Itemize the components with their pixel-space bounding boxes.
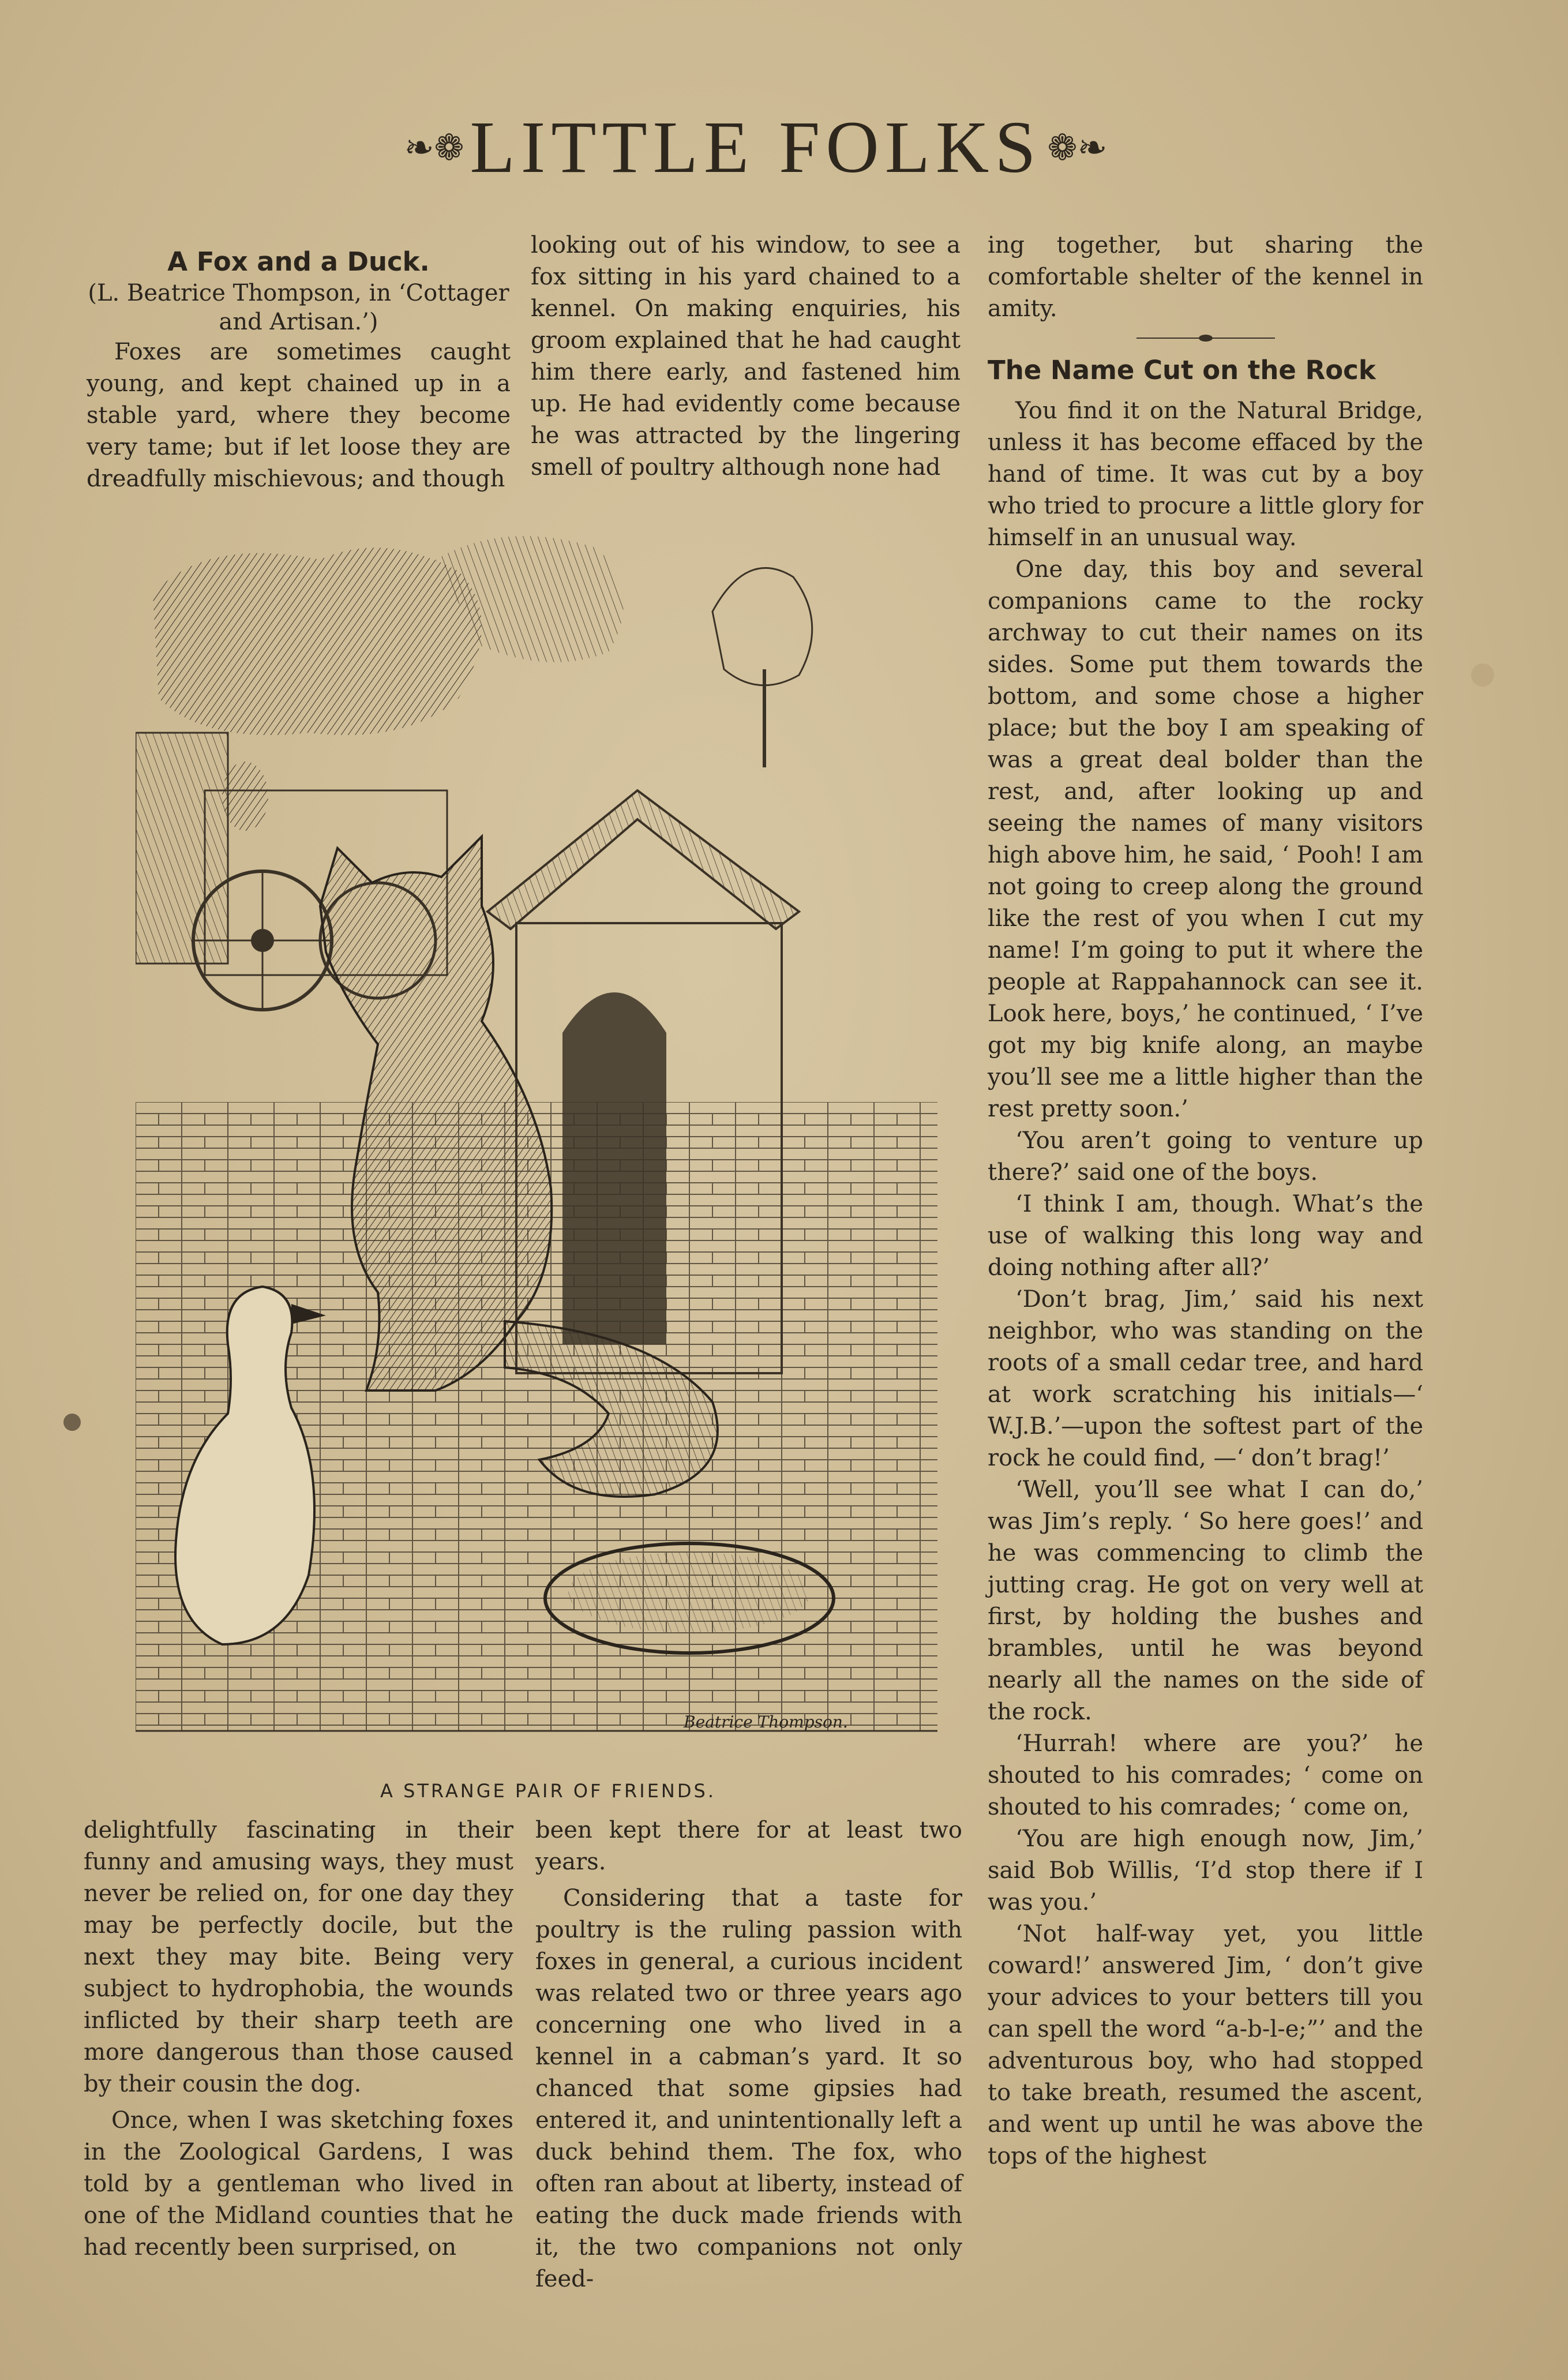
- illustration-fox-duck: [136, 525, 937, 1751]
- column-2-top: [531, 230, 961, 484]
- article-title-fox-duck: A Fox and a Duck.: [167, 246, 430, 277]
- paper-stain: [63, 1414, 81, 1431]
- paragraph: ‘I think I am, though. What’s the use of walking this long way and doing nothing after all?’: [988, 1191, 1423, 1281]
- tree-foliage: [153, 548, 482, 735]
- column-2-bottom: [535, 1815, 962, 2295]
- wall: [136, 733, 228, 964]
- paragraph: Foxes are sometimes caught young, and kept chained up in a stable yard, where they become very tame; but if let loose they are dreadfully mischievous; and though: [87, 339, 511, 492]
- masthead: [323, 106, 1188, 188]
- paragraph: ‘You are high enough now, Jim,’ said Bob Willis, ‘I’d stop there if I was you.’: [988, 1826, 1423, 1916]
- tree-small: [712, 568, 812, 685]
- article-credit-line: (L. Beatrice Thompson, in ‘Cottager: [88, 280, 509, 306]
- paragraph: ‘Well, you’ll see what I can do,’ was Jim’s reply. ‘ So here goes!’ and he was commencing to climb the jutting crag. He got on very well at first, by holding the bushes and brambles, until he was beyond nearly all the names on the side of the rock.: [988, 1476, 1423, 1725]
- paragraph: One day, this boy and several companions came to the rocky archway to cut their names on its sides. Some put them towards the bottom, and some chose a higher place; but the boy I am speaking of was a great deal bolder than the rest, and, after looking up and seeing the names of many visitors high above him, he said, ‘ Pooh! I am not going to creep along the ground like the rest of you when I cut my name! I’m going to put it where the people at Rappahannock can see it. Look here, boys,’ he continued, ‘ I’ve got my big knife along, an maybe you’ll see me a little higher than the rest pretty soon.’: [988, 556, 1423, 1122]
- column-1-top: [87, 245, 511, 495]
- paper-stain: [1471, 664, 1494, 687]
- engraving: [136, 525, 937, 1751]
- paragraph: ‘You aren’t going to venture up there?’ said one of the boys.: [988, 1127, 1423, 1186]
- illustration-caption: A STRANGE PAIR OF FRIENDS.: [380, 1780, 716, 1802]
- paragraph: You find it on the Natural Bridge, unless it has become effaced by the hand of time. It was cut by a boy who tried to procure a little glory for himself in an unusual way.: [988, 398, 1423, 551]
- ornament-right: ❁❧: [1047, 126, 1108, 168]
- paragraph: ing together, but sharing the comfortable shelter of the kennel in amity.: [988, 232, 1423, 322]
- column-3: [988, 230, 1423, 2172]
- paragraph: looking out of his window, to see a fox sitting in his yard chained to a kennel. On making enquiries, his groom explained that he had caught him there early, and fastened him up. He had evidently come because he was attracted by the lingering smell of poultry although none had: [531, 232, 961, 481]
- ornament-left: ❧❁: [404, 126, 464, 168]
- section-divider: [1136, 338, 1275, 339]
- article-credit-line: and Artisan.’): [219, 309, 378, 335]
- paragraph: Once, when I was sketching foxes in the Zoological Gardens, I was told by a gentleman who lived in one of the Midland counties that he had recently been surprised, on: [84, 2107, 513, 2261]
- illustrator-signature: Beatrice Thompson.: [684, 1712, 848, 1731]
- page-title: LITTLE FOLKS: [470, 106, 1042, 188]
- paragraph: ‘Don’t brag, Jim,’ said his next neighbor, who was standing on the roots of a small cedar tree, and hard at work scratching his initials—‘ W.J.B.’—upon the softest part of the rock he could find, —‘ don’t brag!’: [988, 1286, 1423, 1471]
- paragraph: Considering that a taste for poultry is the ruling passion with foxes in general, a curious incident was related two or three years ago concerning one who lived in a kennel in a cabman’s yard. It so chanced that some gipsies had entered it, and unintentionally left a duck behind them. The fox, who often ran about at liberty, instead of eating the duck made friends with it, the two companions not only feed-: [535, 1885, 962, 2292]
- column-1-bottom: [84, 1815, 513, 2263]
- paragraph: been kept there for at least two years.: [535, 1817, 962, 1875]
- paragraph: delightfully fascinating in their funny and amusing ways, they must never be relied on, for one day they may be perfectly docile, but the next they may bite. Being very subject to hydrophobia, the wounds inflicted by their sharp teeth are more dangerous than those caused by their cousin the dog.: [84, 1817, 513, 2097]
- cab-driver: [222, 762, 268, 831]
- kennel-roof: [487, 790, 799, 929]
- paragraph: ‘Not half-way yet, you little coward!’ answered Jim, ‘ don’t give your advices to your betters till you can spell the word “a-b-l-e;”’ and the adventurous boy, who had stopped to take breath, resumed the ascent, and went up until he was above the tops of the highest: [988, 1921, 1423, 2169]
- article-title-name-rock: The Name Cut on the Rock: [988, 355, 1376, 385]
- paragraph: ‘Hurrah! where are you?’ he shouted to his comrades; ‘ come on shouted to his comrades; ‘ come on,: [988, 1730, 1423, 1820]
